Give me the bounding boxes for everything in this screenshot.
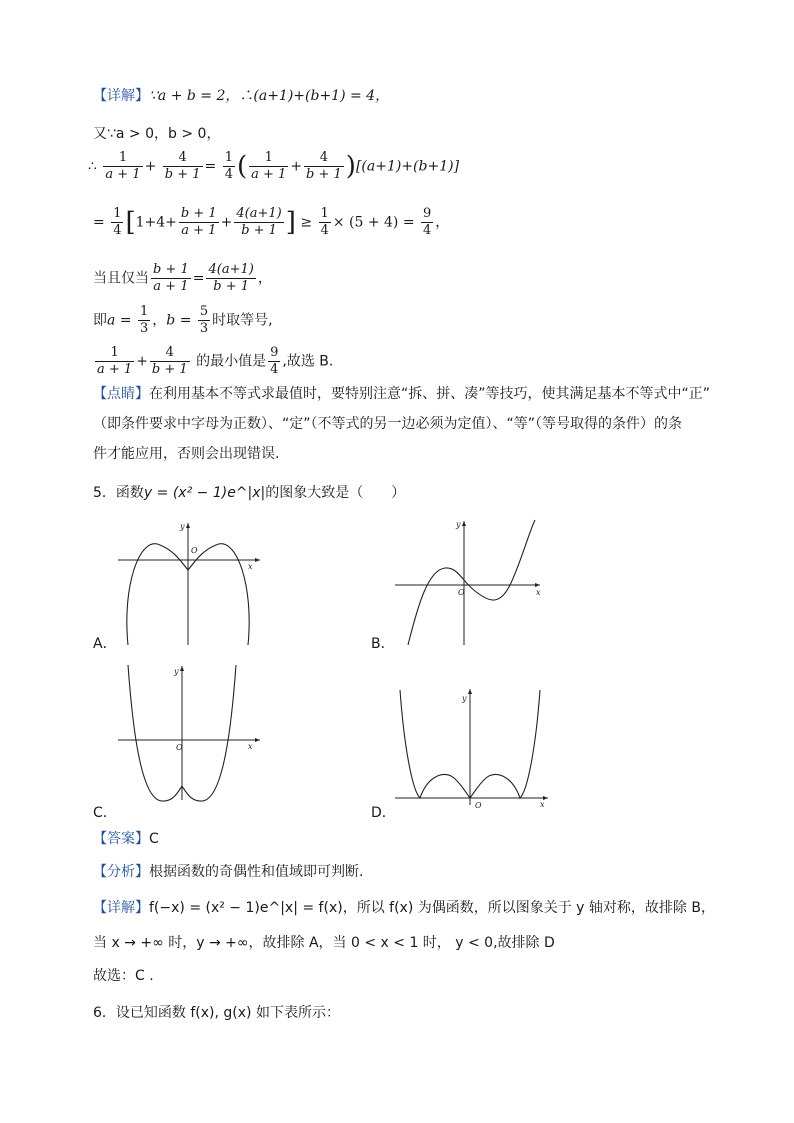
q5-detail-2: 当 x → +∞ 时，y → +∞，故排除 A，当 0 < x < 1 时， y < 0,故排除 D [93,935,555,951]
svg-text:y: y [174,667,179,676]
svg-text:y: y [462,694,467,703]
q5-stem: 5．函数y = (x² − 1)e^|x|的图象大致是（ ） [93,485,406,501]
detail-line-4: = $\frac{1}{4}$ [1+4+ $\frac{b + 1}{a + 1}$ + $\frac{4(a+1)}{b + 1}$ ] ≥ $\frac{1}{4}$ × (5 + 4) = $\frac{9}{4}$ ， [93,206,450,238]
option-d-label: D． [371,805,396,821]
detail-line-5: 当且仅当 $\frac{b + 1}{a + 1}$ = $\frac{4(a+1)}{b + 1}$ ， [93,262,272,294]
detail-tag: 【详解】 [93,88,149,104]
graph-a [110,515,270,650]
option-b-label: B． [371,636,395,652]
q6-stem: 6．设已知函数 f(x), g(x) 如下表所示： [93,1005,340,1021]
origin-label: O [191,546,198,555]
svg-text:y: y [456,520,461,529]
q5-analysis: 【分析】根据函数的奇偶性和值域即可判断. [93,864,364,880]
frac-1-over-a1: $\frac{1}{a + 1}$ [105,150,141,182]
option-a-label: A． [93,636,117,652]
svg-text:O: O [458,588,465,597]
svg-text:O: O [176,743,183,752]
graph-b [390,515,550,650]
option-c-label: C． [93,805,117,821]
detail-line-3: ∴ $\frac{1}{a + 1}$ + $\frac{4}{b + 1}$ = $\frac{1}{4}$ ( $\frac{1}{a + 1}$ + $\frac{4}{b + 1}$ )[(a+1)+(b+1)] [88,150,460,182]
svg-text:x: x [540,800,545,809]
svg-text:x: x [536,588,541,597]
svg-text:O: O [475,801,482,810]
graph-c [110,660,270,805]
detail-line-6: 即a = $\frac{1}{3}$ ，b = $\frac{5}{3}$ 时取等号, [93,304,273,336]
axis-x-label: x [248,562,253,571]
remark-line-1: 【点睛】在利用基本不等式求最值时，要特别注意“拆、拼、凑”等技巧，使其满足基本不等式中“正” [93,386,711,402]
remark-line-3: 件才能应用，否则会出现错误. [93,446,280,462]
q5-answer: 【答案】C [93,831,159,847]
q5-detail-3: 故选：C . [93,968,154,984]
svg-text:x: x [248,742,253,751]
frac-4-over-b1: $\frac{4}{b + 1}$ [164,150,201,182]
detail-line-1: 【详解】∵a + b = 2，∴(a+1)+(b+1) = 4， [93,88,390,104]
remark-tag: 【点睛】 [93,386,149,402]
axis-y-label: y [180,522,185,531]
frac-1-over-4: $\frac{1}{4}$ [224,150,233,182]
remark-line-2: （即条件要求中字母为正数）、“定”（不等式的另一边必须为定值）、“等”（等号取得的条件）的条 [93,416,683,432]
q5-detail-1: 【详解】f(−x) = (x² − 1)e^|x| = f(x)，所以 f(x) 为偶函数，所以图象关于 y 轴对称，故排除 B， [93,900,715,916]
graph-d [390,685,555,810]
detail-line-7: $\frac{1}{a + 1}$ + $\frac{4}{b + 1}$ 的最小值是 $\frac{9}{4}$ ,故选 B. [97,345,334,377]
detail-line-2: 又∵a > 0，b > 0， [93,126,221,142]
